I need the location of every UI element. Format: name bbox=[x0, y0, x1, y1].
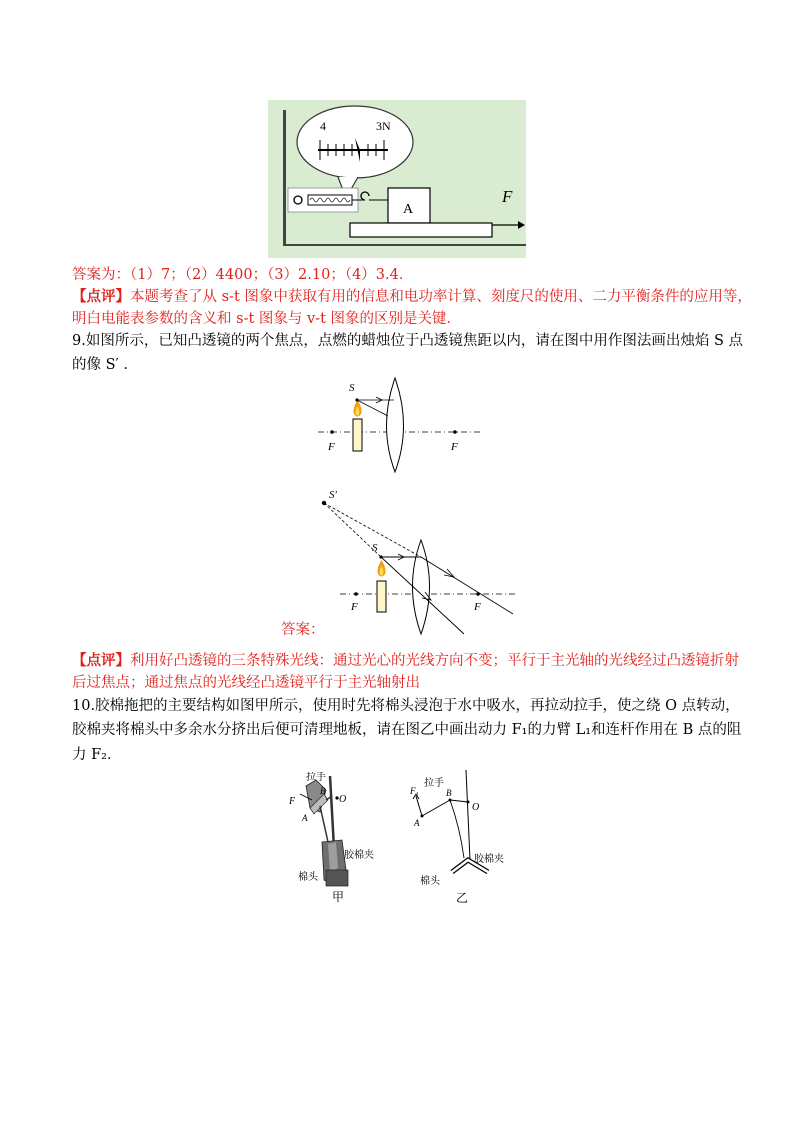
mop-b-clip-label: 胶棉夹 bbox=[474, 854, 504, 865]
scale-tick-right: 3N bbox=[376, 119, 391, 133]
mop-photo-figure bbox=[284, 772, 384, 906]
scale-tick-left: 4 bbox=[320, 119, 326, 133]
answer-8: 答案为：（1）7；（2）4400；（3）2.10；（4）3.4． bbox=[72, 267, 414, 283]
lens-answer-figure bbox=[318, 486, 518, 636]
mop-b-head-label: 棉头 bbox=[420, 876, 440, 887]
question-10-line1: 10.胶棉拖把的主要结构如图甲所示，使用时先将棉头浸泡于水中吸水，再拉动拉手，使之绕 O 点转动， bbox=[72, 698, 740, 714]
focus-left-label: F bbox=[328, 441, 335, 453]
comment-9-line1: 【点评】利用好凸透镜的三条特殊光线：通过光心的光线方向不变；平行于主光轴的光线经过凸透镜折射 bbox=[72, 652, 739, 669]
mop-b-handle-label: 拉手 bbox=[424, 778, 444, 789]
spring-balance-figure bbox=[268, 100, 526, 258]
question-10-line2: 胶棉夹将棉头中多余水分挤出后便可清理地板，请在图乙中画出动力 F₁的力臂 L₁和连杆作用在 B 点的阻 bbox=[72, 722, 742, 738]
mop-a-head-label: 棉头 bbox=[298, 872, 318, 883]
image-point-label: S′ bbox=[329, 489, 337, 501]
question-10-line3: 力 F₂． bbox=[72, 747, 122, 763]
mop-a-handle-label: 拉手 bbox=[306, 772, 326, 783]
comment-8-line2: 明白电能表参数的含义和 s-t 图象与 v-t 图象的区别是关键． bbox=[72, 311, 462, 327]
comment-8-line1: 【点评】本题考查了从 s-t 图象中获取有用的信息和电功率计算、刻度尺的使用、二力平衡条件的应用等， bbox=[72, 288, 752, 305]
mop-a-f-label: F bbox=[289, 796, 296, 807]
force-label: F bbox=[502, 187, 513, 206]
mop-b-b-label: B bbox=[446, 788, 452, 798]
focus-right-label: F bbox=[451, 441, 458, 453]
s-point-label-answer: S bbox=[372, 542, 378, 554]
s-point-label: S bbox=[349, 382, 355, 394]
block-label: A bbox=[403, 202, 414, 217]
mop-schematic-figure bbox=[410, 768, 520, 908]
mop-b-caption: 乙 bbox=[456, 891, 469, 905]
mop-a-o-label: O bbox=[339, 794, 347, 805]
mop-a-a-label: A bbox=[302, 813, 308, 823]
mop-b-a-label: A bbox=[414, 818, 420, 828]
focus-right-label-answer: F bbox=[474, 601, 481, 613]
mop-a-caption: 甲 bbox=[332, 890, 345, 904]
answer-9-label: 答案： bbox=[281, 622, 325, 638]
question-9-line2: 的像 S′ ． bbox=[72, 357, 138, 373]
focus-left-label-answer: F bbox=[351, 601, 358, 613]
mop-a-clip-label: 胶棉夹 bbox=[344, 850, 374, 861]
mop-b-o-label: O bbox=[472, 802, 480, 813]
comment-tag: 【点评】 bbox=[72, 652, 130, 669]
mop-b-f1-label: F₁ bbox=[410, 786, 419, 796]
question-9-line1: 9.如图所示，已知凸透镜的两个焦点，点燃的蜡烛位于凸透镜焦距以内，请在图中用作图法画出烛焰 S 点 bbox=[72, 333, 743, 349]
comment-9-line2: 后过焦点；通过焦点的光线经凸透镜平行于主光轴射出 bbox=[72, 675, 420, 691]
comment-tag: 【点评】 bbox=[72, 288, 130, 305]
mop-a-b-label: B bbox=[320, 786, 326, 796]
lens-problem-figure bbox=[318, 376, 480, 474]
